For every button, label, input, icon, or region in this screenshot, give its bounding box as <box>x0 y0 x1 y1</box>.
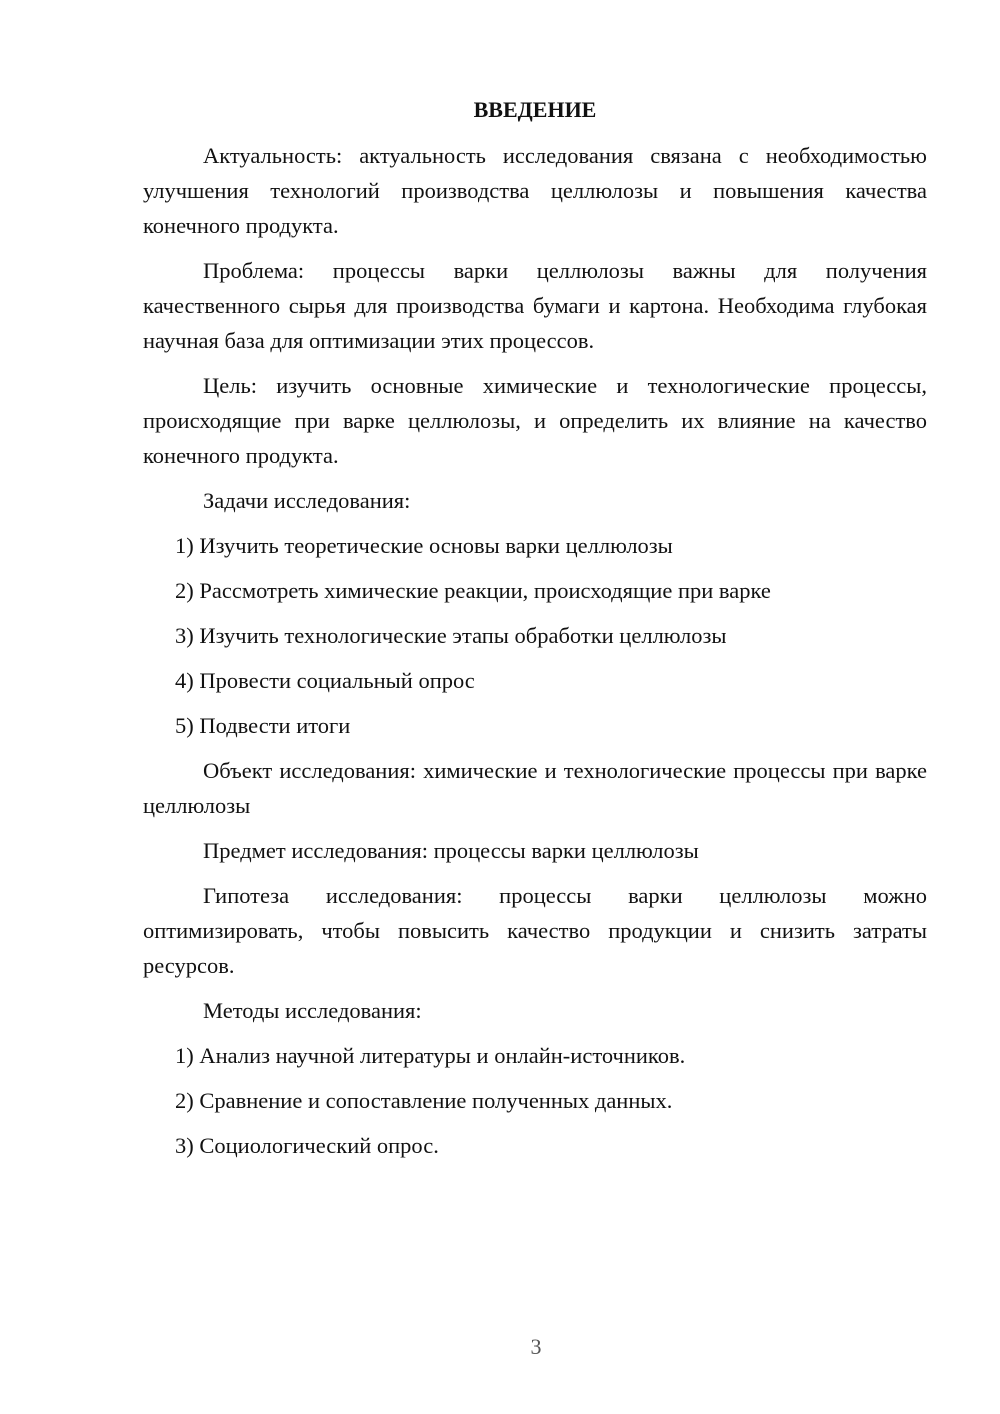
object-paragraph: Объект исследования: химические и технологические процессы при варке целлюлозы <box>143 758 927 818</box>
task-item: 3) Изучить технологические этапы обработки целлюлозы <box>175 623 727 648</box>
problem-paragraph: Проблема: процессы варки целлюлозы важны для получения качественного сырья для производства бумаги и картона. Необходима глубокая научная база для оптимизации этих процессов. <box>143 258 927 353</box>
document-content <box>143 92 927 1173</box>
section-title: ВВЕДЕНИЕ <box>473 97 597 122</box>
page-number: 3 <box>530 1334 542 1359</box>
method-item: 2) Сравнение и сопоставление полученных данных. <box>175 1088 673 1113</box>
relevance-paragraph: Актуальность: актуальность исследования связана с необходимостью улучшения технологий производства целлюлозы и повышения качества конечного продукта. <box>143 143 927 238</box>
task-item: 1) Изучить теоретические основы варки целлюлозы <box>175 533 673 558</box>
hypothesis-paragraph: Гипотеза исследования: процессы варки целлюлозы можно оптимизировать, чтобы повысить качество продукции и снизить затраты ресурсов. <box>143 883 927 978</box>
method-item: 1) Анализ научной литературы и онлайн-источников. <box>175 1043 686 1068</box>
method-item: 3) Социологический опрос. <box>175 1133 439 1158</box>
tasks-heading: Задачи исследования: <box>203 488 411 513</box>
goal-paragraph: Цель: изучить основные химические и технологические процессы, происходящие при варке целлюлозы, и определить их влияние на качество конечного продукта. <box>143 373 927 468</box>
task-item: 5) Подвести итоги <box>175 713 351 738</box>
methods-heading: Методы исследования: <box>203 998 422 1023</box>
task-item: 4) Провести социальный опрос <box>175 668 475 693</box>
task-item: 2) Рассмотреть химические реакции, происходящие при варке <box>175 578 771 603</box>
subject-paragraph: Предмет исследования: процессы варки целлюлозы <box>203 838 699 863</box>
